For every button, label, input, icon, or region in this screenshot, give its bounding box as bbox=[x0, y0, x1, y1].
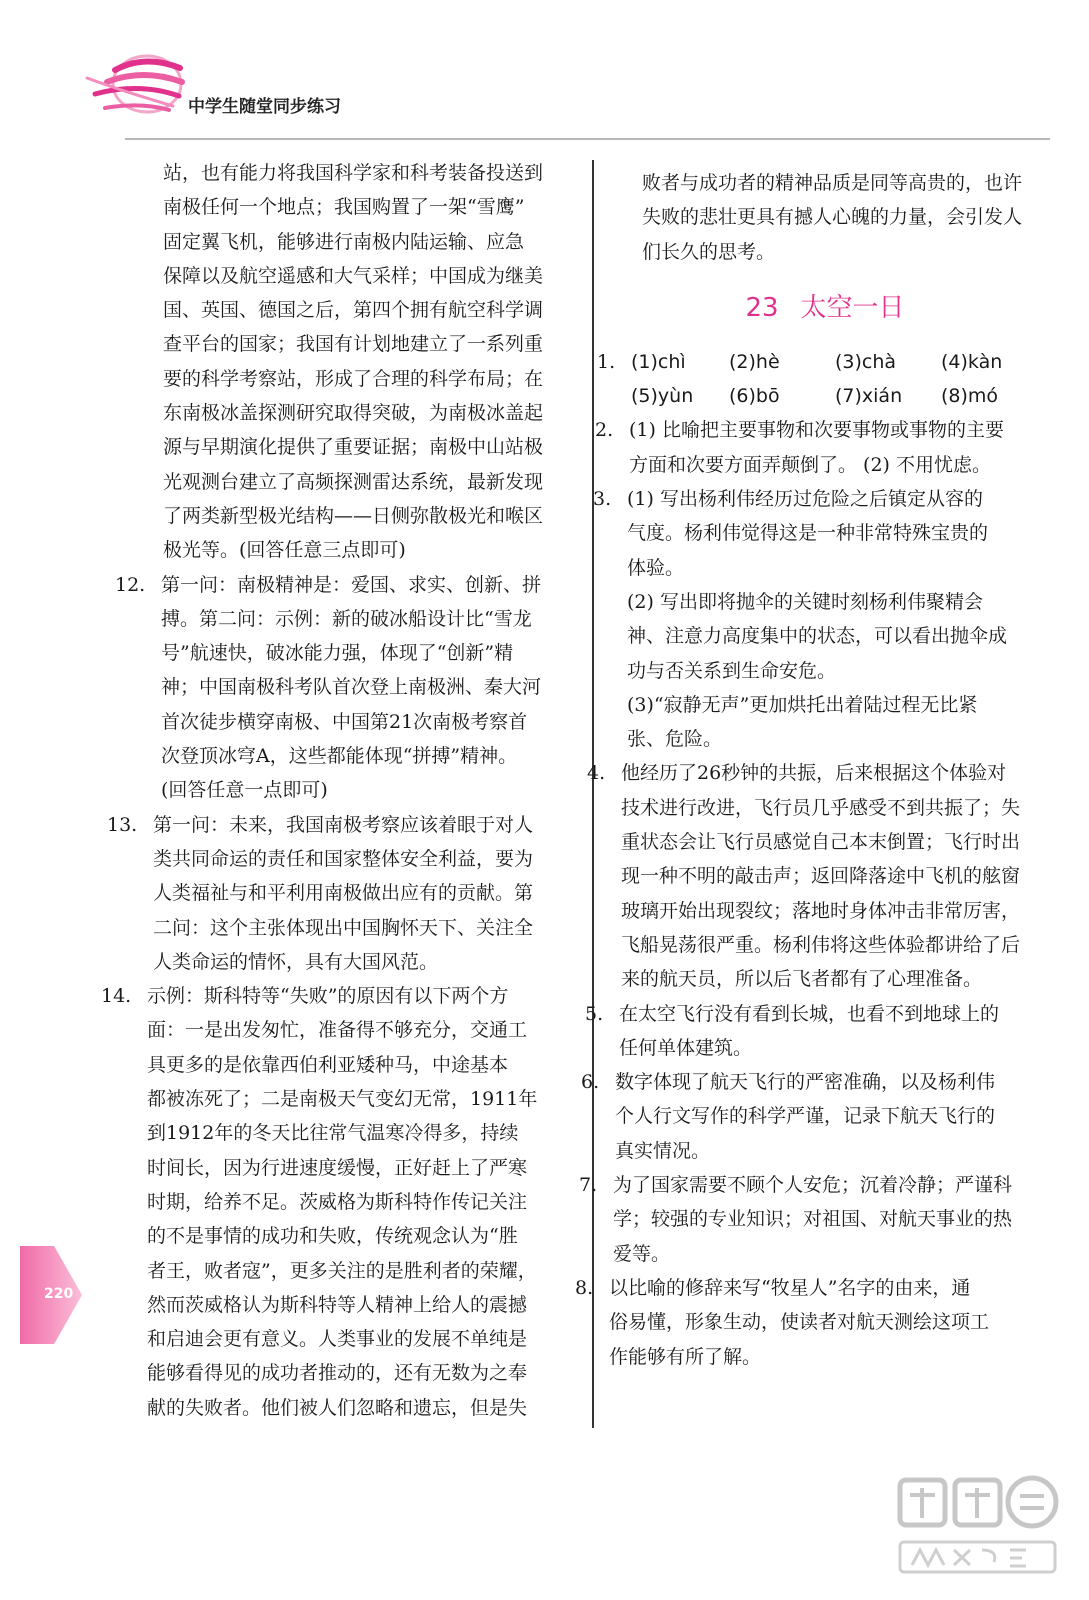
text-line: 来的航天员，所以后飞者都有了心理准备。 bbox=[621, 968, 983, 991]
left-continuation bbox=[105, 156, 575, 568]
pinyin-answer: (7)xián bbox=[835, 385, 903, 408]
text-line: 首次徒步横穿南极、中国第21次南极考察首 bbox=[161, 710, 528, 733]
text-line: 查平台的国家；我国有计划地建立了一系列重 bbox=[163, 333, 544, 356]
text-line: 类共同命运的责任和国家整体安全利益，要为 bbox=[153, 847, 534, 870]
header-title: 中学生随堂同步练习 bbox=[188, 97, 341, 117]
text-line: (1) 写出杨利伟经历过危险之后镇定从容的 bbox=[627, 488, 983, 511]
item-number: 4. bbox=[587, 762, 606, 785]
item-number: 12. bbox=[115, 573, 146, 596]
text-line: 爱等。 bbox=[613, 1242, 671, 1265]
text-line: 者王，败者寇”，更多关注的是胜利者的荣耀， bbox=[147, 1259, 537, 1282]
pinyin-answer: (4)kàn bbox=[941, 350, 1003, 373]
text-line: 玻璃开始出现裂纹；落地时身体冲击非常厉害， bbox=[621, 899, 1021, 922]
text-line: 他经历了26秒钟的共振，后来根据这个体验对 bbox=[621, 762, 1007, 785]
item-number: 1. bbox=[597, 350, 616, 373]
text-line: 到1912年的冬天比往常气温寒冷得多，持续 bbox=[147, 1122, 519, 1145]
text-line: 真实情况。 bbox=[615, 1139, 711, 1162]
text-line: (2) 写出即将抛伞的关键时刻杨利伟聚精会 bbox=[627, 590, 983, 613]
answer-item-7 bbox=[579, 1168, 1045, 1271]
pinyin-row bbox=[631, 345, 1045, 379]
publisher-logo-icon bbox=[85, 48, 185, 118]
item-number: 6. bbox=[581, 1071, 600, 1094]
text-line: 学；较强的专业知识；对祖国、对航天事业的热 bbox=[613, 1208, 1013, 1231]
text-line: 失败的悲壮更具有撼人心魄的力量，会引发人 bbox=[642, 206, 1023, 229]
text-line: 了两类新型极光结构——日侧弥散极光和喉区 bbox=[163, 504, 544, 527]
pinyin-answer: (6)bō bbox=[729, 385, 780, 408]
text-line: 第一问：未来，我国南极考察应该着眼于对人 bbox=[153, 813, 534, 836]
text-line: 飞船晃荡很严重。杨利伟将这些体验都讲给了后 bbox=[621, 933, 1021, 956]
answer-item-14 bbox=[101, 979, 575, 1425]
text-line: 任何单体建筑。 bbox=[619, 1036, 753, 1059]
text-line: 败者与成功者的精神品质是同等高贵的，也许 bbox=[642, 172, 1023, 194]
section-heading bbox=[585, 291, 1045, 325]
pinyin-answer: (3)chà bbox=[835, 350, 897, 373]
text-line: 人类福祉与和平利用南极做出应有的贡献。第 bbox=[153, 882, 534, 905]
item-number: 7. bbox=[579, 1174, 598, 1197]
header-divider bbox=[125, 138, 1050, 140]
text-line: 气度。杨利伟觉得这是一种非常特殊宝贵的 bbox=[627, 522, 989, 545]
text-line: (回答任意一点即可) bbox=[161, 779, 328, 802]
text-line: 个人行文写作的科学严谨，记录下航天飞行的 bbox=[615, 1105, 996, 1128]
text-line: 体验。 bbox=[627, 556, 685, 579]
text-line: 的不是事情的成功和失败，传统观念认为“胜 bbox=[147, 1225, 518, 1248]
answer-item-8 bbox=[575, 1271, 1045, 1374]
text-line: 神；中国南极科考队首次登上南极洲、秦大河 bbox=[161, 676, 542, 699]
text-line: 神、注意力高度集中的状态，可以看出抛伞成 bbox=[627, 625, 1008, 648]
text-line: 人类命运的情怀，具有大国风范。 bbox=[153, 950, 439, 973]
text-line: 作能够有所了解。 bbox=[609, 1345, 762, 1368]
text-line: 和启迪会更有意义。人类事业的发展不单纯是 bbox=[147, 1328, 528, 1351]
pinyin-answer: (2)hè bbox=[729, 350, 780, 373]
text-line: 具更多的是依靠西伯利亚矮种马，中途基本 bbox=[147, 1053, 509, 1076]
text-line: 们长久的思考。 bbox=[642, 240, 776, 263]
text-line: 都被冻死了；二是南极天气变幻无常，1911年 bbox=[147, 1088, 538, 1111]
text-line: 固定翼飞机，能够进行南极内陆运输、应急 bbox=[163, 230, 525, 253]
answer-item-3 bbox=[593, 482, 1045, 756]
answer-item-6 bbox=[581, 1065, 1045, 1168]
text-line: 功与否关系到生命安危。 bbox=[627, 659, 837, 682]
text-line: 源与早期演化提供了重要证据；南极中山站极 bbox=[163, 436, 544, 459]
text-line: 光观测台建立了高频探测雷达系统，最新发现 bbox=[163, 470, 544, 493]
pinyin-answer: (1)chì bbox=[631, 350, 686, 373]
text-line: (3)“寂静无声”更加烘托出着陆过程无比紧 bbox=[627, 693, 978, 716]
text-line: 献的失败者。他们被人们忽略和遗忘，但是失 bbox=[147, 1396, 528, 1419]
text-line: 搏。第二问：示例：新的破冰船设计比“雪龙 bbox=[161, 607, 532, 630]
text-line: 国、英国、德国之后，第四个拥有航空科学调 bbox=[163, 299, 544, 322]
text-line: 以比喻的修辞来写“牧星人”名字的由来，通 bbox=[609, 1276, 971, 1299]
text-line: 然而茨威格认为斯科特等人精神上给人的震撼 bbox=[147, 1293, 528, 1316]
item-number: 13. bbox=[107, 813, 138, 836]
text-line: 南极任何一个地点；我国购置了一架“雪鹰” bbox=[163, 196, 525, 219]
watermark-logo-icon bbox=[890, 1470, 1065, 1585]
text-line: 第一问：南极精神是：爱国、求实、创新、拼 bbox=[161, 573, 542, 596]
text-line: 站，也有能力将我国科学家和科考装备投送到 bbox=[163, 162, 544, 184]
pinyin-row bbox=[631, 379, 1045, 413]
text-line: 张、危险。 bbox=[627, 728, 723, 751]
pinyin-answer: (5)yùn bbox=[631, 385, 694, 408]
text-line: 数字体现了航天飞行的严密准确，以及杨利伟 bbox=[615, 1071, 996, 1094]
right-continuation bbox=[585, 166, 1045, 269]
text-line: 二问：这个主张体现出中国胸怀天下、关注全 bbox=[153, 916, 534, 939]
item-number: 14. bbox=[101, 985, 132, 1008]
text-line: 为了国家需要不顾个人安危；沉着冷静；严谨科 bbox=[613, 1174, 1013, 1197]
answer-item-12 bbox=[115, 568, 575, 808]
text-line: 时间长，因为行进速度缓慢，正好赶上了严寒 bbox=[147, 1156, 528, 1179]
answer-item-13 bbox=[107, 808, 575, 979]
item-number: 3. bbox=[593, 488, 612, 511]
text-line: 保障以及航空遥感和大气采样；中国成为继美 bbox=[163, 264, 544, 287]
pinyin-answer: (8)mó bbox=[941, 385, 999, 408]
page-number: 220 bbox=[44, 1286, 74, 1302]
text-line: 现一种不明的敲击声；返回降落途中飞机的舷窗 bbox=[621, 865, 1021, 888]
item-number: 5. bbox=[585, 1002, 604, 1025]
text-line: 次登顶冰穹A，这些都能体现“拼搏”精神。 bbox=[161, 745, 518, 768]
text-line: 面：一是出发匆忙，准备得不够充分，交通工 bbox=[147, 1019, 528, 1042]
item-number: 2. bbox=[595, 419, 614, 442]
answer-item-1 bbox=[597, 345, 1045, 414]
text-line: 极光等。(回答任意三点即可) bbox=[163, 539, 406, 562]
right-column bbox=[575, 166, 1045, 1374]
answer-item-4 bbox=[587, 756, 1045, 996]
text-line: 在太空飞行没有看到长城，也看不到地球上的 bbox=[619, 1002, 1000, 1025]
item-number: 8. bbox=[575, 1276, 594, 1299]
answer-item-2 bbox=[595, 413, 1045, 482]
text-line: 俗易懂，形象生动，使读者对航天测绘这项工 bbox=[609, 1311, 990, 1334]
text-line: 号”航速快，破冰能力强，体现了“创新”精 bbox=[161, 642, 514, 665]
text-line: 东南极冰盖探测研究取得突破，为南极冰盖起 bbox=[163, 402, 544, 425]
text-line: (1) 比喻把主要事物和次要事物或事物的主要 bbox=[629, 419, 1004, 442]
text-line: 方面和次要方面弄颠倒了。 (2) 不用忧虑。 bbox=[629, 453, 991, 476]
text-line: 重状态会让飞行员感觉自己本末倒置；飞行时出 bbox=[621, 831, 1021, 854]
left-column bbox=[101, 156, 575, 1425]
section-number: 23 bbox=[745, 292, 779, 323]
text-line: 技术进行改进，飞行员几乎感受不到共振了；失 bbox=[621, 796, 1021, 819]
section-title: 太空一日 bbox=[800, 292, 905, 323]
text-line: 时期，给养不足。茨威格为斯科特作传记关注 bbox=[147, 1190, 528, 1213]
text-line: 能够看得见的成功者推动的，还有无数为之奉 bbox=[147, 1362, 528, 1385]
text-line: 要的科学考察站，形成了合理的科学布局；在 bbox=[163, 367, 544, 390]
text-line: 示例：斯科特等“失败”的原因有以下两个方 bbox=[147, 985, 509, 1008]
answer-item-5 bbox=[585, 997, 1045, 1066]
